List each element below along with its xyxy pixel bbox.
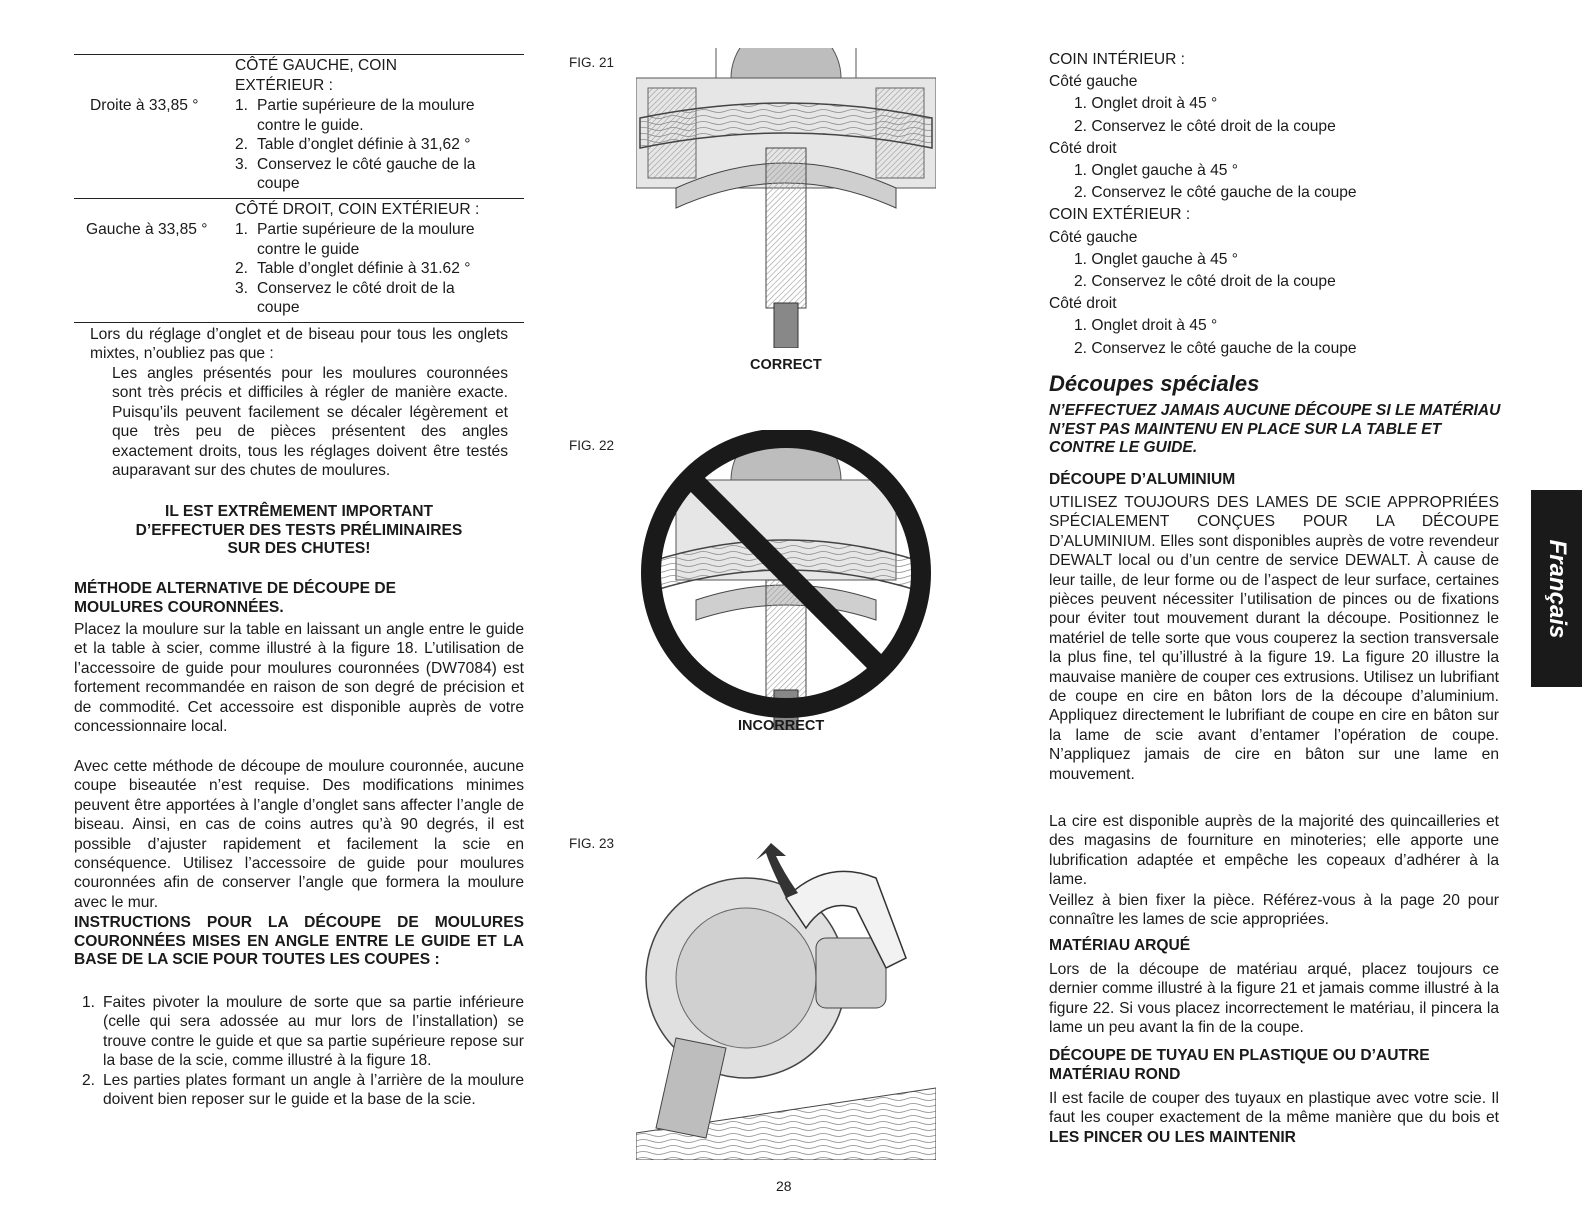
fig-23-saw-arm-raised bbox=[636, 838, 936, 1160]
list-item: 1. Onglet droit à 45 ° bbox=[1074, 95, 1218, 113]
list-item: 2. Table d’onglet définie à 31,62 ° bbox=[235, 136, 471, 153]
fig-22-caption: INCORRECT bbox=[738, 718, 825, 734]
table-bottom-rule bbox=[74, 322, 524, 323]
fig-23-label: FIG. 23 bbox=[569, 836, 615, 851]
list-item: 2. Les parties plates formant un angle à l’arrière de la moulure doivent bien reposer sur le guide et la base de la scie. bbox=[82, 1071, 524, 1109]
list-item: 2. Table d’onglet définie à 31.62 ° bbox=[235, 260, 471, 277]
aluminium-heading: DÉCOUPE D’ALUMINIUM bbox=[1049, 471, 1236, 488]
language-tab: Français bbox=[1531, 490, 1582, 687]
safety-warning: N’EFFECTUEZ JAMAIS AUCUNE DÉCOUPE SI LE MATÉRIAU N’EST PAS MAINTENU EN PLACE SUR LA TABLE ET CONTRE LE GUIDE. bbox=[1049, 402, 1501, 457]
instructions-list bbox=[74, 993, 524, 1109]
section-title: Découpes spéciales bbox=[1049, 371, 1260, 396]
page-number: 28 bbox=[776, 1178, 792, 1194]
instructions-heading: INSTRUCTIONS POUR LA DÉCOUPE DE MOULURES COURONNÉES MISES EN ANGLE ENTRE LE GUIDE ET LA BASE DE LA SCIE POUR TOUTES LES COUPES : bbox=[74, 914, 524, 969]
list-item: 1. Partie supérieure de la moulure contre le guide bbox=[235, 221, 475, 258]
table-row-2-setting: Gauche à 33,85 ° bbox=[86, 221, 208, 238]
table-row-1-setting: Droite à 33,85 ° bbox=[90, 97, 199, 114]
list-item: 1. Faites pivoter la moulure de sorte que sa partie inférieure (celle qui sera adossée au mur lors de l’installation) se trouve contre le guide et que sa partie supérieure repose sur la base de la scie, comme illustré à la figure 18. bbox=[82, 994, 524, 1070]
compound-miter-intro: Lors du réglage d’onglet et de biseau pour tous les onglets mixtes, n’oubliez pas que : bbox=[90, 326, 508, 363]
inside-left-side-label: Côté gauche bbox=[1049, 73, 1138, 91]
list-item: 2. Conservez le côté droit de la coupe bbox=[1074, 117, 1336, 135]
list-item: 1. Onglet gauche à 45 ° bbox=[1074, 250, 1239, 268]
plastic-pipe-paragraph: Il est facile de couper des tuyaux en plastique avec votre scie. Il faut les couper exactement de la même manière que du bois et LES PINCER OU LES MAINTENIR bbox=[1049, 1090, 1499, 1146]
alt-method-paragraph-2: Avec cette méthode de découpe de moulure couronnée, aucune coupe biseautée n’est requise. Des modifications minimes peuvent être apportées à l’angle d’onglet sans affecter l’angle de biseau. Ainsi, en cas de coins autres qu’à 90 degrés, il est possible d’ajuster rapidement et facilement la scie en conséquence. Utilisez l’accessoire de guide pour moulures couronnées afin de conserver l’angle que formera la moulure avec le mur. bbox=[74, 758, 524, 911]
table-row-1-heading: CÔTÉ GAUCHE, COIN EXTÉRIEUR : bbox=[235, 57, 398, 94]
outside-corner-heading: COIN EXTÉRIEUR : bbox=[1049, 206, 1191, 224]
list-item: 2. Conservez le côté gauche de la coupe bbox=[1074, 339, 1357, 357]
aluminium-paragraph-1: UTILISEZ TOUJOURS DES LAMES DE SCIE APPROPRIÉES SPÉCIALEMENT CONÇUES POUR LA DÉCOUPE D’ALUMINIUM. Elles sont disponibles auprès de votre revendeur DEWALT local ou d’un centre de service DEWALT. À cause de leur taille, de leur forme ou de l’aspect de leur surface, certaines pièces peuvent nécessiter l’utilisation de pinces ou de fixations pour éviter tout mouvement durant la découpe. Positionnez le matériel de telle sorte que vous couperez la section transversale la plus fine, tel qu’illustré à la figure 19. La figure 20 illustre la mauvaise manière de couper ces extrusions. Utilisez un lubrifiant de coupe en cire en bâton lors de la découpe d’aluminium. Appliquez directement le lubrifiant de coupe en cire en bâton sur la lame de scie avant d’entamer l’opération de coupe. N’appliquez jamais de cire en bâton sur une lame en mouvement. bbox=[1049, 494, 1499, 783]
aluminium-paragraph-3: Veillez à bien fixer la pièce. Référez-vous à la page 20 pour connaître les lames de scie appropriées. bbox=[1049, 892, 1499, 929]
bowed-material-paragraph: Lors de la découpe de matériau arqué, placez toujours ce dernier comme illustré à la figure 21 et jamais comme illustré à la figure 22. Si vous placez incorrectement le matériau, il pincera la lame un peu avant la fin de la coupe. bbox=[1049, 961, 1499, 1037]
inside-corner-heading: COIN INTÉRIEUR : bbox=[1049, 51, 1186, 68]
list-item: 2. Conservez le côté droit de la coupe bbox=[1074, 273, 1336, 291]
alt-method-heading: MÉTHODE ALTERNATIVE DE DÉCOUPE DE MOULURES COURONNÉES. bbox=[74, 580, 397, 616]
fig-21-miter-saw-correct bbox=[636, 48, 936, 348]
table-mid-rule bbox=[74, 198, 524, 199]
fig-21-label: FIG. 21 bbox=[569, 55, 615, 70]
fig-22-label: FIG. 22 bbox=[569, 438, 615, 453]
important-notice: IL EST EXTRÊMEMENT IMPORTANT D’EFFECTUER DES TESTS PRÉLIMINAIRES SUR DES CHUTES! bbox=[135, 503, 463, 558]
list-item: 3. Conservez le côté droit de la coupe bbox=[235, 279, 455, 316]
table-row-2-items bbox=[235, 220, 525, 318]
crown-angles-note: Les angles présentés pour les moulures couronnées sont très précis et difficiles à régler de manière exacte. Puisqu’ils peuvent facilement se décaler légèrement et que très peu de pièces présentent des angles exactement droits, tous les réglages doivent être testés auparavant sur des chutes de moulures. bbox=[112, 365, 508, 480]
fig-22-miter-saw-incorrect bbox=[636, 430, 936, 730]
table-row-1-items bbox=[235, 96, 525, 194]
table-row-2-heading: CÔTÉ DROIT, COIN EXTÉRIEUR : bbox=[235, 201, 480, 218]
list-item: 1. Onglet droit à 45 ° bbox=[1074, 317, 1218, 335]
outside-left-side-label: Côté gauche bbox=[1049, 228, 1138, 246]
inside-right-side-label: Côté droit bbox=[1049, 139, 1117, 157]
table-top-rule bbox=[74, 54, 524, 55]
list-item: 1. Partie supérieure de la moulure contre le guide. bbox=[235, 97, 475, 134]
list-item: 3. Conservez le côté gauche de la coupe bbox=[235, 155, 476, 192]
plastic-pipe-heading: DÉCOUPE DE TUYAU EN PLASTIQUE OU D’AUTRE MATÉRIAU ROND bbox=[1049, 1047, 1430, 1083]
list-item: 1. Onglet gauche à 45 ° bbox=[1074, 162, 1239, 180]
fig-21-caption: CORRECT bbox=[750, 357, 822, 373]
alt-method-paragraph-1: Placez la moulure sur la table en laissant un angle entre le guide et la table à scier, comme illustré à la figure 18. L’utilisation de l’accessoire de guide pour moulures couronnées (DW7084) est fortement recommandée en raison de son degré de précision et de commodité. Cet accessoire est disponible auprès de votre concessionnaire local. bbox=[74, 621, 524, 736]
outside-right-side-label: Côté droit bbox=[1049, 295, 1117, 313]
list-item: 2. Conservez le côté gauche de la coupe bbox=[1074, 184, 1357, 202]
aluminium-paragraph-2: La cire est disponible auprès de la majorité des quincailleries et des magasins de fourniture en minoteries; elle apporte une lubrification adaptée et empêche les copeaux d’adhérer à la lame. bbox=[1049, 813, 1499, 889]
inside-corner-block bbox=[1049, 49, 1499, 360]
bowed-material-heading: MATÉRIAU ARQUÉ bbox=[1049, 937, 1191, 954]
